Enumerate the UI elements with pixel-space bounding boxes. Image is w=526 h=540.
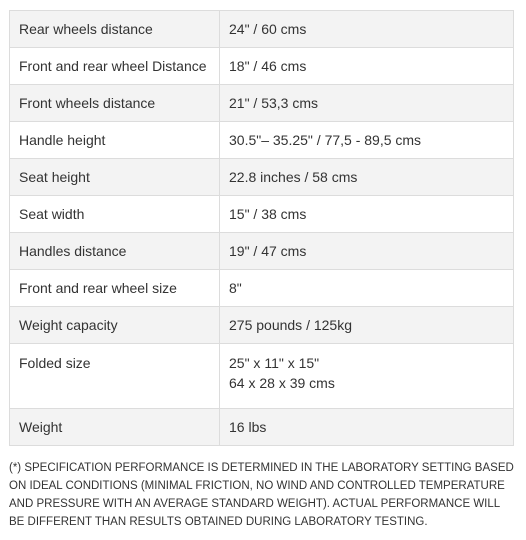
table-row <box>10 307 514 344</box>
spec-value-line: 64 x 28 x 39 cms <box>229 375 335 391</box>
table-row <box>10 233 514 270</box>
spec-value-line: 24" / 60 cms <box>229 21 307 37</box>
spec-label: Handle height <box>10 122 220 159</box>
spec-label: Front wheels distance <box>10 85 220 122</box>
spec-value-line: 22.8 inches / 58 cms <box>229 169 358 185</box>
spec-value-line: 25" x 11" x 15" <box>229 355 320 371</box>
spec-value <box>220 85 514 122</box>
spec-value <box>220 48 514 85</box>
spec-value-line: 18" / 46 cms <box>229 58 307 74</box>
table-row <box>10 270 514 307</box>
spec-value <box>220 122 514 159</box>
spec-value <box>220 409 514 446</box>
spec-label: Front and rear wheel Distance <box>10 48 220 85</box>
spec-label: Rear wheels distance <box>10 11 220 48</box>
table-row <box>10 196 514 233</box>
spec-label: Weight <box>10 409 220 446</box>
table-row <box>10 159 514 196</box>
spec-value-line: 30.5"– 35.25" / 77,5 - 89,5 cms <box>229 132 422 148</box>
table-row <box>10 85 514 122</box>
table-row <box>10 409 514 446</box>
spec-label: Seat width <box>10 196 220 233</box>
spec-label: Handles distance <box>10 233 220 270</box>
spec-value <box>220 233 514 270</box>
spec-label: Weight capacity <box>10 307 220 344</box>
specifications-table <box>9 10 514 446</box>
spec-value <box>220 307 514 344</box>
table-row <box>10 11 514 48</box>
table-row <box>10 344 514 409</box>
spec-value <box>220 11 514 48</box>
table-row <box>10 48 514 85</box>
specification-disclaimer: (*) SPECIFICATION PERFORMANCE IS DETERMINED IN THE LABORATORY SETTING BASED ON IDEAL CONDITIONS (MINIMAL FRICTION, NO WIND AND CONTROLLED TEMPERATURE AND PRESSURE WITH AN AVERAGE STANDARD WEIGHT). ACTUAL PERFORMANCE WILL BE DIFFERENT THAN RESULTS OBTAINED DURING LABORATORY TESTING. <box>9 462 514 528</box>
spec-value-line: 16 lbs <box>229 419 267 435</box>
spec-label: Front and rear wheel size <box>10 270 220 307</box>
spec-label: Seat height <box>10 159 220 196</box>
spec-value <box>220 270 514 307</box>
spec-value-line: 15" / 38 cms <box>229 206 307 222</box>
spec-value <box>220 344 514 409</box>
table-row <box>10 122 514 159</box>
spec-value-line: 275 pounds / 125kg <box>229 317 352 333</box>
spec-value-line: 21" / 53,3 cms <box>229 95 319 111</box>
spec-value-line: 19" / 47 cms <box>229 243 307 259</box>
spec-label: Folded size <box>10 344 220 409</box>
spec-value <box>220 196 514 233</box>
spec-value <box>220 159 514 196</box>
spec-value-line: 8" <box>229 280 242 296</box>
